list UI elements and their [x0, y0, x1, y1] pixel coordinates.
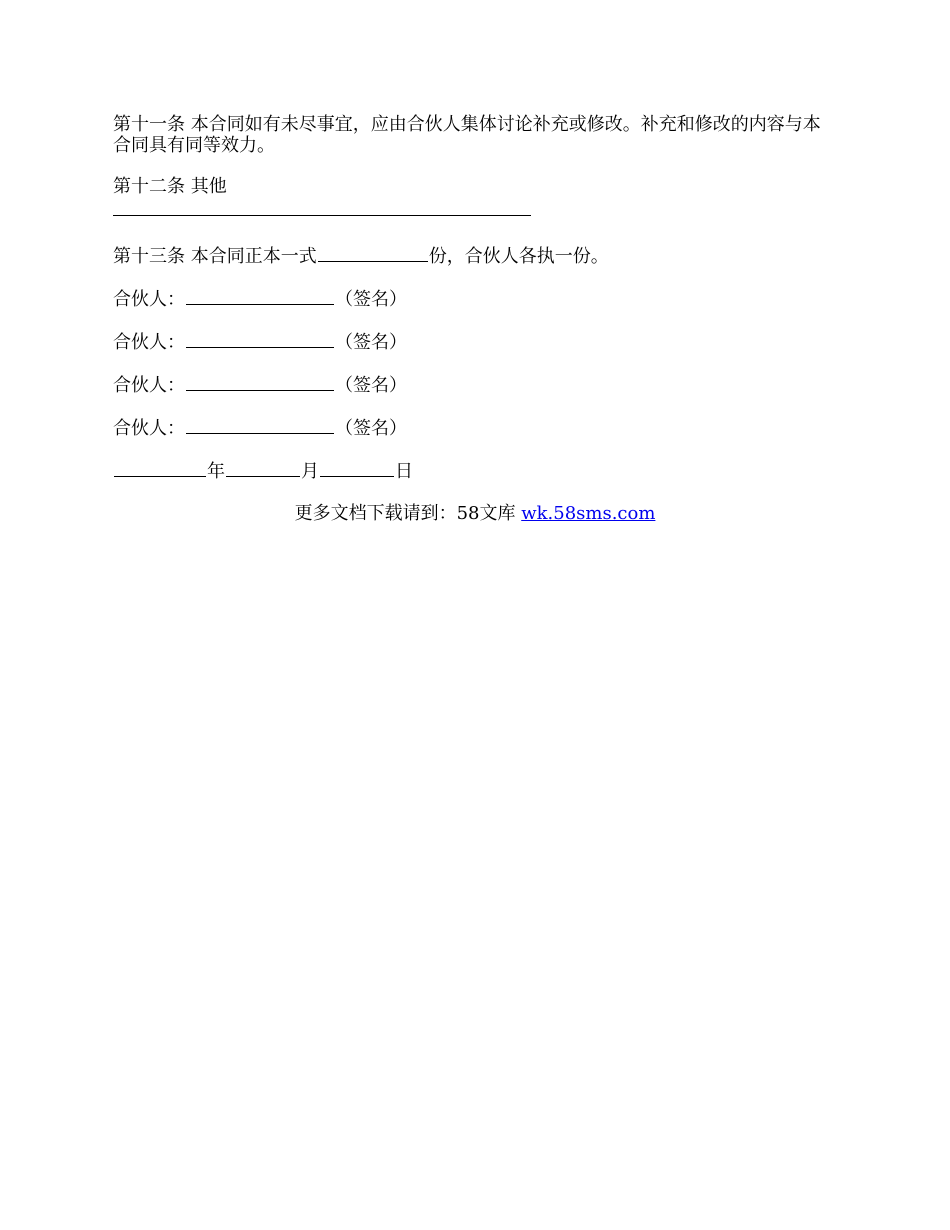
- signature-line: [113, 330, 833, 353]
- year-label: 年: [207, 461, 225, 482]
- clause-13-suffix: 份，合伙人各执一份。: [428, 246, 609, 267]
- clause-12-blank-line: [113, 215, 531, 216]
- year-blank: [114, 459, 206, 477]
- signature-blank: [186, 373, 334, 391]
- clause-12: 第十二条 其他: [113, 176, 227, 197]
- day-label: 日: [395, 461, 413, 482]
- signature-note: （签名）: [335, 332, 407, 353]
- signature-line: [113, 416, 833, 439]
- signature-note: （签名）: [335, 418, 407, 439]
- footer-text: 更多文档下载请到：58文库: [294, 503, 516, 524]
- footer: [0, 503, 950, 524]
- month-blank: [226, 459, 300, 477]
- day-blank: [320, 459, 394, 477]
- date-line: [113, 459, 833, 482]
- partner-label: 合伙人：: [113, 332, 185, 353]
- clause-13-prefix: 第十三条 本合同正本一式: [113, 246, 317, 267]
- footer-link[interactable]: wk.58sms.com: [521, 503, 656, 524]
- partner-label: 合伙人：: [113, 289, 185, 310]
- month-label: 月: [301, 461, 319, 482]
- signature-blank: [186, 287, 334, 305]
- signature-line: [113, 287, 833, 310]
- clause-11: 第十一条 本合同如有未尽事宜，应由合伙人集体讨论补充或修改。补充和修改的内容与本合同具有同等效力。: [113, 114, 821, 156]
- copies-blank: [318, 244, 428, 262]
- document-body: [113, 114, 833, 502]
- partner-label: 合伙人：: [113, 418, 185, 439]
- signature-note: （签名）: [335, 375, 407, 396]
- clause-13: [113, 244, 833, 267]
- signature-blank: [186, 330, 334, 348]
- signature-blank: [186, 416, 334, 434]
- signature-line: [113, 373, 833, 396]
- signature-note: （签名）: [335, 289, 407, 310]
- partner-label: 合伙人：: [113, 375, 185, 396]
